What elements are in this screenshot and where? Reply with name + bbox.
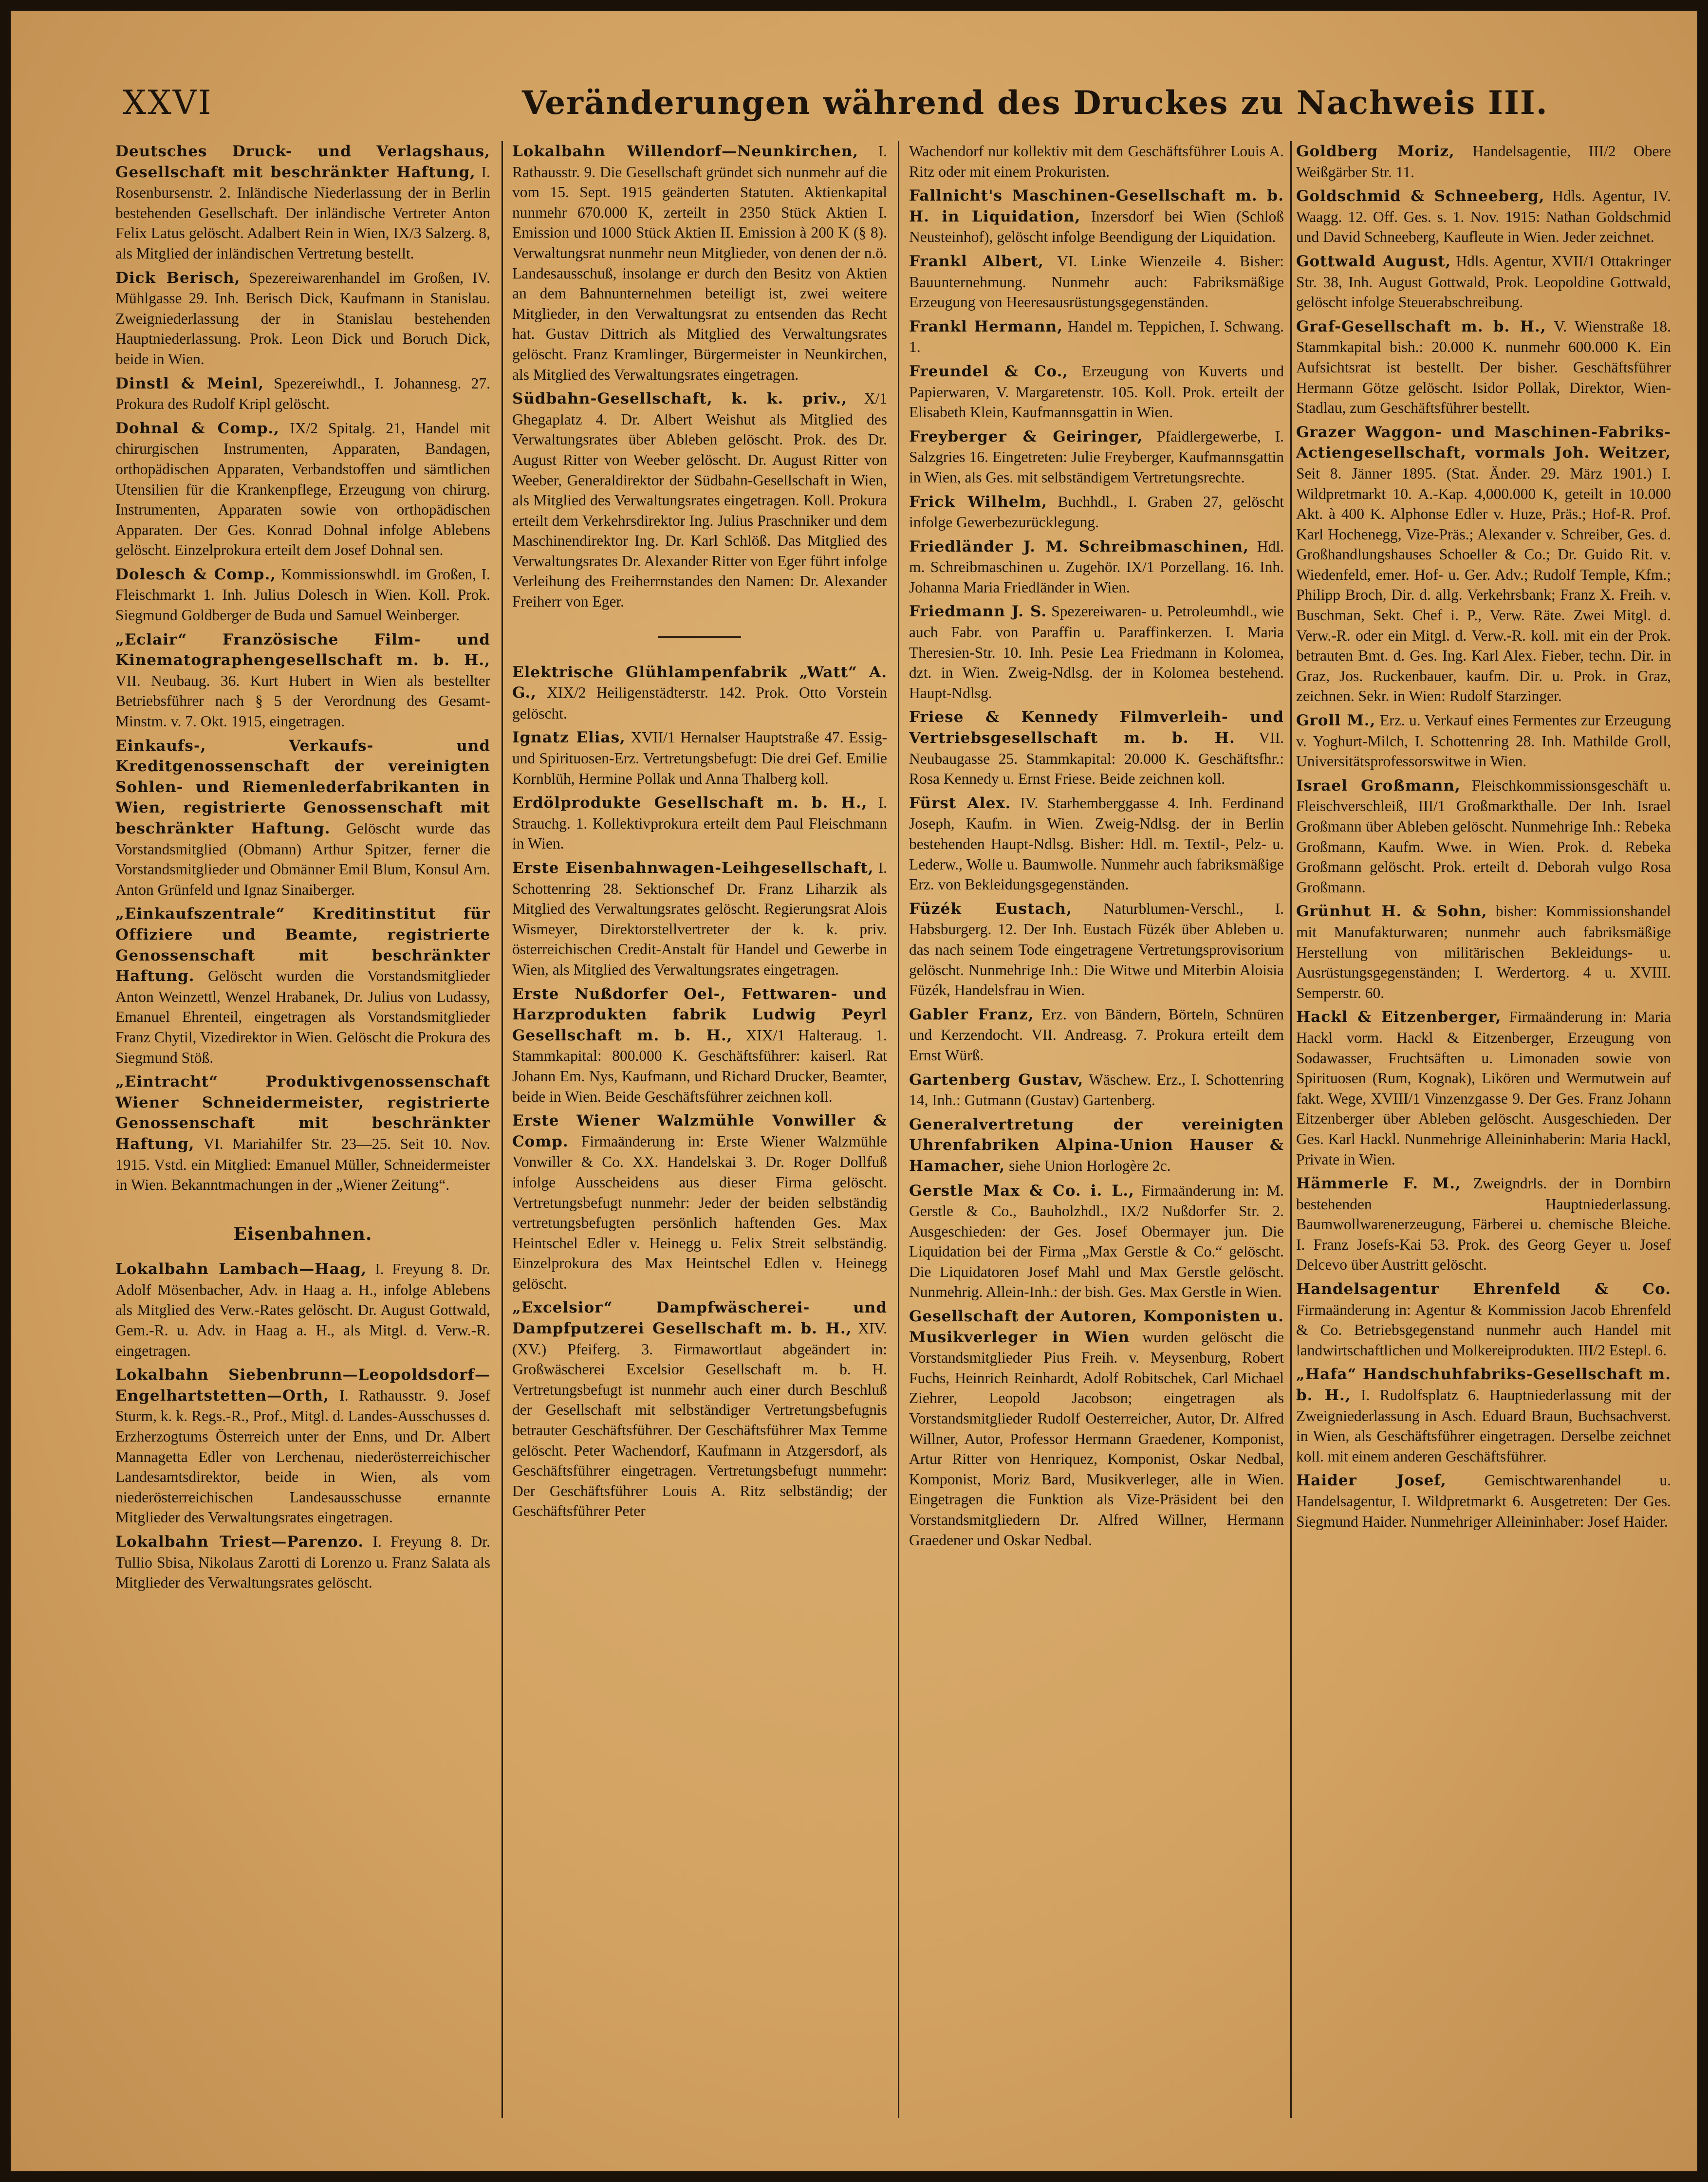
entry-firm-name: Lokalbahn Willendorf—Neunkirchen, [512,143,859,160]
entry-firm-name: Gesellschaft der Autoren, Komponisten u. Musikverleger in Wien [909,1308,1284,1346]
section-title: Eisenbahnen. [233,1223,372,1244]
register-entry [1296,1173,1671,1275]
register-entry [115,268,490,370]
entry-text: XIX/1 Halteraug. 1. Stammkapital: 800.000 K. Geschäftsführer: kaiserl. Rat Johann Em. Nys, Kaufmann, und Richard Drucker, Beamter, beide in Wien. Beide Geschäftsführer zeichnen koll. [512,1026,887,1105]
entry-firm-name: Generalvertretung der vereinigten Uhrenfabriken Alpina-Union Hauser & Hamacher, [909,1115,1284,1175]
entry-text: Zweigndrls. der in Dornbirn bestehenden Hauptniederlassung. Baumwollwarenerzeugung, Färberei u. chemische Bleiche. I. Franz Josefs-Kai 53. Prok. des Georg Geyer u. Josef Delcevo über Austritt gelöscht. [1296,1175,1671,1274]
entry-firm-name: Dolesch & Comp., [115,565,277,583]
entry-firm-name: Erdölprodukte Gesellschaft m. b. H., [512,794,868,812]
entry-text: bisher: Kommissionshandel mit Manufakturwaren; nunmehr auch fabriksmäßige Herstellung von militärischen Bekleidungs- u. Ausrüstungsgegenständen; I. Werdertorg. 4 u. XVIII. Semperstr. 60. [1296,903,1671,1001]
entry-text: IX/2 Spitalg. 21, Handel mit chirurgischen Instrumenten, Apparaten, Bandagen, orthopädischen Apparaten, Verbandstoffen und sämtlichen Utensilien für die Krankenpflege, Erzeugung von chirurg. Instrumenten, Apparaten sowie von orthopädischen Apparaten. Der Ges. Konrad Dohnal infolge Ablebens gelöscht. Einzelprokura erteilt dem Josef Dohnal sen. [115,419,490,559]
entry-firm-name: Erste Eisenbahnwagen-Leihgesellschaft, [512,859,874,877]
entry-text: siehe Union Horlogère 2c. [1009,1157,1171,1174]
entry-firm-name: Friedländer J. M. Schreibmaschinen, [909,537,1249,555]
entry-firm-name: „Hafa“ Handschuhfabriks-Gesellschaft m. b. H., [1296,1366,1671,1405]
entry-text: Kommissionswhdl. im Großen, I. Fleischmarkt 1. Inh. Julius Dolesch in Wien. Koll. Prok. Siegmund Goldberger de Buda und Samuel Weinberger. [115,565,490,624]
register-entry [512,1297,887,1521]
register-entry [909,536,1284,598]
entry-text: Firmaänderung in: Erste Wiener Walzmühle Vonwiller & Co. XX. Handelskai 3. Dr. Roger Dollfuß infolge Ausscheidens aus dieser Firma gelöscht. Vertretungsbefugt nunmehr: Jeder der beiden selbständig vertretungsbefugten persönlich haftenden Ges. Max Heintschel Edler v. Heinegg u. Felix Streit selbständig. Einzelprokura des Max Heintschel Edlen v. Heinegg gelöscht. [512,1132,887,1292]
entry-firm-name: Hackl & Eitzenberger, [1296,1008,1502,1026]
entry-firm-name: Graf-Gesellschaft m. b. H., [1296,317,1546,335]
register-entry [909,1306,1284,1550]
register-entry [1296,316,1671,418]
register-entry [909,1114,1284,1177]
register-entry [909,426,1284,488]
entry-text: Gelöscht wurden die Vorstandsmitglieder Anton Weinzettl, Wenzel Hrabanek, Dr. Julius von Ludassy, Emanuel Ehrenteil, eingetragen als Vorstandsmitglieder Franz Chytil, Vizedirektor in Wien. Gelöscht die Prokura des Siegmund Stöß. [115,967,490,1066]
register-entry [909,185,1284,247]
entry-firm-name: Goldschmid & Schneeberg, [1296,187,1545,205]
entry-text: XIV. (XV.) Pfeiferg. 3. Firmawortlaut abgeändert in: Großwäscherei Excelsior Gesellschaft m. b. H. Vertretungsbefugt ist nunmehr auch einer durch Beschluß der Gesellschaft mit selbständiger Vertretungsbefugnis betrauter Geschäftsführer. Der Geschäftsführer Max Temme gelöscht. Peter Wachendorf, Kaufmann in Atzgersdorf, als Geschäftsführer eingetragen. Vertretungsbefugt nunmehr: Der Geschäftsführer Louis A. Ritz selbständig; der Geschäftsführer Peter [512,1320,887,1520]
register-entry [115,904,490,1068]
register-entry [115,418,490,560]
register-entry [1296,141,1671,182]
register-entry [115,629,490,732]
entry-firm-name: Deutsches Druck- und Verlagshaus, Gesellschaft mit beschränkter Haftung, [115,143,490,181]
register-entry [1296,1470,1671,1532]
entry-firm-name: Friedmann J. S. [909,603,1047,621]
entry-text: Pfaidlergewerbe, I. Salzgries 16. Eingetreten: Julie Freyberger, Kaufmannsgattin in Wien, als Ges. mit selbständigem Vertretungsrechte. [909,427,1284,486]
section-divider [658,636,741,638]
entry-firm-name: „Einkaufszentrale“ Kreditinstitut für Offiziere und Beamte, registrierte Genossenschaft mit beschränkter Haftung. [115,905,490,985]
register-entry [909,1004,1284,1066]
entry-text: IV. Starhemberggasse 4. Inh. Ferdinand Joseph, Kaufm. in Wien. Zweig-Ndlsg. der in Berlin bestehenden Haupt-Ndlsg. Bisher: Hdl. m. Textil-, Pelz- u. Lederw., Wolle u. Baumwolle. Nunmehr auch fabriksmäßige Erz. von Bekleidungsgegenständen. [909,794,1284,893]
entry-text: Handel m. Teppichen, I. Schwang. 1. [909,317,1284,356]
register-entry [1296,1364,1671,1466]
entry-text: Firmaänderung in: Maria Hackl vorm. Hackl & Eitzenberger, Erzeugung von Sodawasser, Fruchtsäften u. Limonaden sowie von Spirituosen (Rum, Kognak), Likören und Wermutwein auf fakt. Wege, XVIII/1 Vinzenzgasse 9. Der Ges. Franz Johann Eitzenberger über Ableben gelöscht. Ausgeschieden. Der Ges. Karl Hackl. Nunmehrige Alleininhaberin: Maria Hackl, Private in Wien. [1296,1008,1671,1168]
entry-text: Firmaänderung in: M. Gerstle & Co., Bauholzhdl., IX/2 Nußdorfer Str. 2. Ausgeschieden: der Ges. Josef Obermayer jun. Die Liquidation bei der Firma „Max Gerstle & Co.“ gelöscht. Die Liquidatoren Josef Mahl und Max Gerstle gelöscht. Nunmehrig. Allein-Inh.: der bish. Ges. Max Gerstle in Wien. [909,1182,1284,1301]
entry-text: Wachendorf nur kollektiv mit dem Geschäftsführer Louis A. Ritz oder mit einem Prokuristen. [909,143,1284,180]
register-entry [909,361,1284,423]
entry-firm-name: „Eintracht“ Produktivgenossenschaft Wiener Schneidermeister, registrierte Genossenschaft mit beschränkter Haftung, [115,1073,490,1153]
entry-text: Firmaänderung in: Agentur & Kommission Jacob Ehrenfeld & Co. Betriebsgegenstand nunmehr auch Handel mit landwirtschaftlichen und Molkereiprodukten. III/2 Estepl. 6. [1296,1301,1671,1359]
entry-text: I. Rathausstr. 9. Die Gesellschaft gründet sich nunmehr auf die vom 15. Sept. 1915 geänderten Statuten. Aktienkapital nunmehr 670.000 K, zerteilt in 2350 Stück Aktien I. Emission und 1000 Stück Aktien II. Emission à 200 K (§ 8). Verwaltungsrat nunmehr neun Mitglieder, von denen der n.ö. Landesausschuß, insolange er durch den Besitz von Aktien an dem Bahnunternehmen beteiligt ist, zwei weitere Mitglieder, in den Verwaltungsrat zu entsenden das Recht hat. Gustav Dittrich als Mitglied des Verwaltungsrates gelöscht. Franz Kramlinger, Bürgermeister in Neunkirchen, als Mitglied des Verwaltungsrates eingetragen. [512,143,887,383]
entry-text: I. Rosenbursenstr. 2. Inländische Niederlassung der in Berlin bestehenden Gesellschaft. Der inländische Vertreter Anton Felix Latus gelöscht. Adalbert Rein in Wien, IX/3 Salzerg. 8, als Mitglied der inländischen Vertretung bestellt. [115,163,490,262]
entry-text: X/1 Ghegaplatz 4. Dr. Albert Weishut als Mitglied des Verwaltungsrates über Ableben gelöscht. Prok. des Dr. August Ritter von Weeber gelöscht. Dr. August Ritter von Weeber, Generaldirektor der Südbahn-Gesellschaft in Wien, als Mitglied des Verwaltungsrates eingetragen. Koll. Prokura erteilt dem Verkehrsdirektor Ing. Julius Praschniker und dem Maschinendirektor Ing. Dr. Karl Schlöß. Das Mitglied des Verwaltungsrates Dr. Alexander Ritter von Eger führt infolge Verleihung des Freiherrnstandes den Namen: Dr. Alexander Freiherr von Eger. [512,390,887,610]
entry-firm-name: Freundel & Co., [909,362,1069,380]
column-3 [909,141,1284,2137]
entry-firm-name: Grazer Waggon- und Maschinen-Fabriks-Actiengesellschaft, vormals Joh. Weitzer, [1296,423,1671,462]
entry-text: Spezereiwaren- u. Petroleumhdl., wie auch Fabr. von Paraffin u. Paraffinkerzen. I. Maria Theresien-Str. 10. Inh. Pesie Lea Friedmann in Kolomea, dzt. in Wien. Zweig-Ndlsg. der in Kolomea bestehend. Haupt-Ndlsg. [909,603,1284,702]
entry-text: Gelöscht wurde das Vorstandsmitglied (Obmann) Arthur Spitzer, ferner die Vorstandsmitglieder und Obmänner Emil Blum, Konsul Arn. Anton Grünfeld und Ignaz Sinaiberger. [115,820,490,898]
column-2 [512,141,887,2137]
register-entry [115,736,490,900]
column-rule [1290,141,1292,2118]
entry-firm-name: Groll M., [1296,712,1376,730]
column-rule [501,141,503,2118]
entry-text: I. Rudolfsplatz 6. Hauptniederlassung mit der Zweigniederlassung in Asch. Eduard Braun, Buchsachverst. in Wien, als Geschäftsführer eingetragen. Derselbe zeichnet koll. mit einem anderen Geschäftsführer. [1296,1387,1671,1465]
page-number: XXVI [123,84,213,122]
entry-firm-name: Frick Wilhelm, [909,493,1047,511]
entry-firm-name: Lokalbahn Siebenbrunn—Leopoldsdorf—Engelhartstetten—Orth, [115,1366,490,1405]
register-entry [1296,186,1671,247]
entry-firm-name: „Eclair“ Französische Film- und Kinematographengesellschaft m. b. H., [115,630,490,669]
register-entry [909,141,1284,182]
register-entry [1296,1007,1671,1169]
register-entry [909,316,1284,357]
entry-text: Buchhdl., I. Graben 27, gelöscht infolge Gewerbezurücklegung. [909,493,1284,531]
entry-firm-name: Dinstl & Meinl, [115,374,264,392]
entry-text: I. Schottenring 28. Sektionschef Dr. Franz Liharzik als Mitglied des Verwaltungsrates gelöscht. Regierungsrat Alois Wismeyer, Direktorstellvertreter der k. k. priv. österreichischen Credit-Anstalt für Handel und Gewerbe in Wien, als Mitglied des Verwaltungsrates eingetragen. [512,859,887,978]
entry-text: Spezereiwhdl., I. Johannesg. 27. Prokura des Rudolf Kripl gelöscht. [115,374,490,413]
register-entry [512,984,887,1107]
entry-text: Erzeugung von Kuverts und Papierwaren, V. Margaretenstr. 105. Koll. Prok. erteilt der Elisabeth Klein, Kaufmannsgattin in Wien. [909,362,1284,421]
page [11,11,1697,2171]
entry-firm-name: Handelsagentur Ehrenfeld & Co. [1296,1280,1671,1298]
entry-firm-name: Ignatz Elias, [512,729,626,747]
entry-text: Wäschew. Erz., I. Schottenring 14, Inh.: Gutmann (Gustav) Gartenberg. [909,1071,1284,1109]
register-entry [115,1365,490,1528]
entry-firm-name: Goldberg Moriz, [1296,143,1455,160]
register-entry [1296,901,1671,1003]
register-entry [115,1532,490,1593]
entry-firm-name: Gerstle Max & Co. i. L., [909,1182,1134,1200]
register-entry [909,1070,1284,1110]
entry-text: V. Wienstraße 18. Stammkapital bish.: 20.000 K. nunmehr 600.000 K. Ein Aufsichtsrat ist bestellt. Der bisher. Geschäftsführer Hermann Götze gelöscht. Isidor Pollak, Direktor, Wien-Stadlau, zum Geschäftsführer bestellt. [1296,317,1671,417]
entry-firm-name: Dohnal & Comp., [115,419,280,437]
entry-firm-name: Israel Großmann, [1296,777,1461,795]
entry-firm-name: Fallnicht's Maschinen-Gesellschaft m. b. H. in Liquidation, [909,187,1284,225]
register-entry [909,793,1284,895]
register-entry [909,707,1284,789]
entry-text: Hdls. Agentur, XVII/1 Ottakringer Str. 38, Inh. August Gottwald, Prok. Leopoldine Gottwald, gelöscht infolge Steuerabschreibung. [1296,252,1671,311]
entry-text: Fleischkommissionsgeschäft u. Fleischverschleiß, III/1 Großmarkthalle. Der Inh. Israel Großmann über Ableben gelöscht. Nunmehrige Inh.: Rebeka Großmann, Kaufm. Wwe. in Wien. Prok. d. Rebeka Großmann gelöscht. Prok. erteilt d. Deborah vulgo Rosa Großmann. [1296,777,1671,896]
entry-firm-name: Lokalbahn Lambach—Haag, [115,1260,367,1278]
entry-firm-name: Hämmerle F. M., [1296,1175,1461,1193]
register-entry [115,141,490,264]
entry-firm-name: Dick Berisch, [115,269,241,287]
register-entry [512,727,887,789]
entry-firm-name: Gartenberg Gustav, [909,1071,1084,1089]
entry-text: wurden gelöscht die Vorstandsmitglieder Pius Freih. v. Meysenburg, Robert Fuchs, Heinrich Reinhardt, Adolf Robitschek, Carl Michael Ziehrer, Leopold Jacobson; eingetragen als Vorstandsmitglieder Rudolf Oesterreicher, Autor, Dr. Alfred Willner, Autor, Professor Hermann Graedener, Komponist, Artur Ritter von Henriquez, Komponist, Oskar Nedbal, Komponist, Moriz Bard, Musikverleger, alle in Wien. Eingetragen die Funktion als Vize-Präsident bei den Vorstandsmitgliedern Dr. Alfred Willner, Hermann Graedener und Oskar Nedbal. [909,1328,1284,1549]
register-entry [512,1110,887,1294]
register-entry [909,251,1284,313]
entry-text: I. Rathausstr. 9. Josef Sturm, k. k. Regs.-R., Prof., Mitgl. d. Landes-Ausschusses d. Erzherzogtums Österreich unter der Enns, und Dr. Albert Mannagetta Edler von Lerchenau, niederösterreichischer Landesamtsdirektor, beide in Wien, als vom niederösterreichischen Landesausschusse ernannte Mitglieder des Verwaltungsrates eingetragen. [115,1387,490,1526]
entry-text: Naturblumen-Verschl., I. Habsburgerg. 12. Der Inh. Eustach Füzék über Ableben u. das nach seinem Tode eingetragene Vertretungsprovisorium gelöscht. Nunmehrige Inh.: Die Witwe und Miterbin Aloisia Füzék, Handelsfrau in Wien. [909,900,1284,999]
register-entry [512,662,887,724]
entry-firm-name: Fürst Alex. [909,794,1011,812]
register-entry [1296,776,1671,898]
register-entry [1296,422,1671,706]
register-entry [512,793,887,854]
entry-text: Hdl. m. Schreibmaschinen u. Zugehör. IX/1 Porzellang. 16. Inh. Johanna Maria Friedländer in Wien. [909,537,1284,596]
entry-firm-name: Haider Josef, [1296,1472,1447,1490]
entry-firm-name: Elektrische Glühlampenfabrik „Watt“ A. G., [512,663,887,702]
register-entry [1296,710,1671,772]
entry-firm-name: Gabler Franz, [909,1005,1034,1023]
register-entry [909,899,1284,1000]
register-entry [115,564,490,626]
register-entry [1296,1279,1671,1360]
entry-text: I. Freyung 8. Dr. Tullio Sbisa, Nikolaus Zarotti di Lorenzo u. Franz Salata als Mitglieder des Verwaltungsrates gelöscht. [115,1533,490,1591]
entry-text: Spezereiwarenhandel im Großen, IV. Mühlgasse 29. Inh. Berisch Dick, Kaufmann in Stanislau. Zweigniederlassung der in Stanislau bestehenden Hauptniederlassung. Prok. Leon Dick und Boruch Dick, beide in Wien. [115,269,490,368]
entry-firm-name: Frankl Albert, [909,252,1044,270]
column-4 [1296,141,1671,2137]
entry-firm-name: Erste Wiener Walzmühle Vonwiller & Comp. [512,1112,887,1150]
entry-firm-name: „Excelsior“ Dampfwäscherei- und Dampfputzerei Gesellschaft m. b. H., [512,1299,887,1338]
entry-firm-name: Südbahn-Gesellschaft, k. k. priv., [512,390,848,408]
page-header [123,84,1608,137]
entry-text: Erz. von Bändern, Börteln, Schnüren und Kerzendocht. VII. Andreasg. 7. Prokura erteilt dem Ernst Würß. [909,1005,1284,1064]
entry-text: Erz. u. Verkauf eines Fermentes zur Erzeugung v. Yoghurt-Milch, I. Schottenring 28. Inh. Mathilde Groll, Universitätsprofessorswitwe in Wien. [1296,712,1671,770]
entry-firm-name: Einkaufs-, Verkaufs- und Kreditgenossenschaft der vereinigten Sohlen- und Riemenlederfabrikanten in Wien, registrierte Genossenschaft mit beschränkter Haftung. [115,737,490,837]
register-entry [1296,251,1671,313]
running-title: Veränderungen während des Druckes zu Nachweis III. [522,84,1548,122]
entry-text: XIX/2 Heiligenstädterstr. 142. Prok. Otto Vorstein gelöscht. [512,684,887,722]
entry-text: I. Freyung 8. Dr. Adolf Mösenbacher, Adv. in Haag a. H., infolge Ablebens als Mitglied des Verw.-Rates gelöscht. Dr. August Gottwald, Gem.-R. u. Adv. in Haag a. H., als Mitgl. d. Verw.-R. eingetragen. [115,1260,490,1359]
register-entry [512,141,887,385]
entry-text: VII. Neubaug. 36. Kurt Hubert in Wien als bestellter Betriebsführer nach § 5 der Verordnung des Gesamt-Minstm. v. 7. Okt. 1915, eingetragen. [115,672,490,730]
register-entry [909,601,1284,703]
register-entry [512,858,887,980]
entry-firm-name: Friese & Kennedy Filmverleih- und Vertriebsgesellschaft m. b. H. [909,708,1284,747]
register-entry [115,373,490,414]
entry-firm-name: Lokalbahn Triest—Parenzo. [115,1533,364,1551]
entry-text: Handelsagentie, III/2 Obere Weißgärber Str. 11. [1296,143,1671,181]
column-1 [115,141,490,2137]
entry-text: Seit 8. Jänner 1895. (Stat. Änder. 29. März 1901.) I. Wildpretmarkt 10. A.-Kap. 4,000.000 K, geteilt in 10.000 Akt. à 400 K. Alphonse Edler v. Huze, Präs.; Hof-R. Prof. Karl Hochenegg, Vize-Präs.; Alexander v. Schreiber, Ges. d. Großhandlungshauses Schoeller & Co.; Dr. Guido Rit. v. Wiedenfeld, emer. Hof- u. Ger. Adv.; Rudolf Temple, Kfm.; Philipp Broch, Dir. d. allg. Verkehrsbank; Franz X. Freih. v. Buschman, Sekt. Chef i. P., Verw. Räte. Zwei Mitgl. d. Verw.-R. oder ein Mitgl. d. Verw.-R. koll. mit ein der Prok. betrauten Bmt. d. Ges. Ing. Karl Alex. Fieber, techn. Dir. in Graz, Jos. Ruckenbauer, kaufm. Dir. u. Prok. in Graz, zeichnen. Sekr. in Wien: Rudolf Starzinger. [1296,464,1671,705]
entry-text: I. Strauchg. 1. Kollektivprokura erteilt dem Paul Fleischmann in Wien. [512,794,887,852]
entry-text: VI. Mariahilfer Str. 23—25. Seit 10. Nov. 1915. Vstd. ein Mitglied: Emanuel Müller, Schneidermeister in Wien. Bekanntmachungen in der „Wiener Zeitung“. [115,1135,490,1194]
entry-firm-name: Füzék Eustach, [909,900,1072,918]
entry-text: VII. Neubaugasse 25. Stammkapital: 20.000 K. Geschäftsfhr.: Rosa Kennedy u. Ernst Friese. Beide zeichnen koll. [909,729,1284,788]
entry-firm-name: Gottwald August, [1296,252,1451,270]
entry-text: Gemischtwarenhandel u. Handelsagentur, I. Wildpretmarkt 6. Ausgetreten: Der Ges. Siegmund Haider. Nunmehriger Alleininhaber: Josef Haider. [1296,1472,1671,1530]
register-entry [115,1072,490,1195]
column-rule [898,141,899,2118]
entry-text: VI. Linke Wienzeile 4. Bisher: Bauunternehmung. Nunmehr auch: Fabriksmäßige Erzeugung von Heeresausrüstungsgegenständen. [909,252,1284,311]
register-entry [115,1259,490,1361]
register-entry [512,388,887,612]
register-entry [909,1181,1284,1303]
entry-firm-name: Grünhut H. & Sohn, [1296,903,1487,921]
entry-text: XVII/1 Hernalser Hauptstraße 47. Essig- und Spirituosen-Erz. Vertretungsbefugt: Die drei Gef. Emilie Kornblüh, Hermine Pollak und Anna Thalberg koll. [512,729,887,787]
entry-text: Inzersdorf bei Wien (Schloß Neusteinhof), gelöscht infolge Beendigung der Liquidation. [909,207,1284,246]
register-entry [909,492,1284,533]
entry-firm-name: Freyberger & Geiringer, [909,427,1143,445]
entry-firm-name: Erste Nußdorfer Oel-, Fettwaren- und Harzprodukten fabrik Ludwig Peyrl Gesellschaft m. b. H., [512,985,887,1044]
entry-firm-name: Frankl Hermann, [909,317,1063,335]
entry-text: Hdls. Agentur, IV. Waagg. 12. Off. Ges. s. 1. Nov. 1915: Nathan Goldschmid und David Schneeberg, Kaufleute in Wien. Jeder zeichnet. [1296,187,1671,246]
